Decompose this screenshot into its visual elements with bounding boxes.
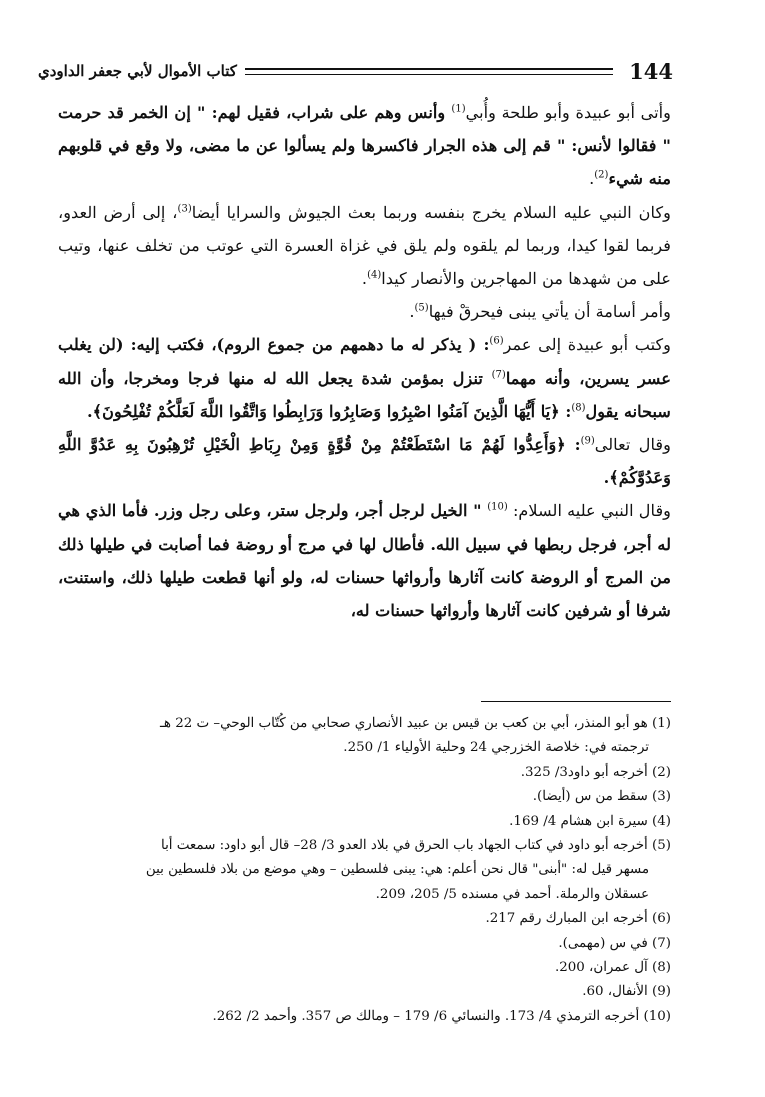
- text-run: وأنس وهم على شراب، فقيل لهم: " إن الخمر قد حرمت " فقالوا لأنس: " قم إلى هذه الجرار فاكسرها ولم يسألوا عن ما مضى، ولا وقع في قلوبهم منه شيء: [58, 103, 671, 189]
- quran-verse: : ﴿يَا أَيُّهَا الَّذِينَ آمَنُوا اصْبِرُوا وَصَابِرُوا وَرَابِطُوا وَاتَّقُوا اللَّهَ لَعَلَّكُمْ تُفْلِحُونَ﴾.: [86, 401, 572, 421]
- text-run: .: [409, 302, 415, 322]
- paragraph-2: [58, 196, 671, 296]
- text-run: وكان النبي عليه السلام يخرج بنفسه وربما بعث الجيوش والسرايا أيضا: [191, 202, 671, 222]
- footnote-1: (1) هو أبو المنذر، أبي بن كعب بن قيس بن عبيد الأنصاري صحابي من كُتّاب الوحي– ت 22 هـ: [160, 716, 671, 731]
- footnote-ref: (5): [414, 302, 429, 314]
- paragraph-5: [58, 428, 671, 494]
- footnote-4: (4) سيرة ابن هشام 4/ 169.: [509, 813, 671, 829]
- hadith-text: " الخيل لرجل أجر، ولرجل ستر، وعلى رجل وزر. فأما الذي هي له أجر، فرجل ربطها في سبيل الله. فأطال لها في مرج أو روضة فما أصابت في طيلها ذلك من المرج أو الروضة كانت آثارها وأرواثها حسنات له، ولو أنها قطعت طيلها ذلك، واستنت، شرفا أو شرفين كانت آثارها وأرواثها حسنات له،: [58, 501, 671, 621]
- footnote-ref: (2): [594, 170, 609, 182]
- footnote-7: (7) في س (مهمى).: [558, 935, 671, 951]
- quran-verse: : ﴿وَأَعِدُّوا لَهُمْ مَا اسْتَطَعْتُمْ مِنْ قُوَّةٍ وَمِنْ رِبَاطِ الْخَيْلِ تُرْهِبُونَ بِهِ عَدُوَّ اللَّهِ وَعَدُوَّكُمْ﴾.: [58, 435, 671, 488]
- footnotes: [58, 712, 671, 1029]
- footnote-ref: (3): [177, 203, 192, 215]
- page-number: 144: [629, 58, 673, 84]
- footnote-ref: (4): [367, 269, 382, 281]
- page-header: [38, 54, 673, 88]
- footnote-5-cont2: عسقلان والرملة. أحمد في مسنده 5/ 205، 209.: [375, 886, 649, 902]
- text-run: وأمر أسامة أن يأتي يبنى فيحرقْ فيها: [428, 302, 671, 322]
- footnote-8: (8) آل عمران، 200.: [554, 960, 671, 976]
- book-title: كتاب الأموال لأبي جعفر الداودي: [38, 62, 237, 80]
- footnote-9: (9) الأنفال، 60.: [582, 984, 671, 1000]
- footnote-3: (3) سقط من س (أيضا).: [532, 789, 671, 805]
- text-run: وكتب أبو عبيدة إلى عمر: [503, 335, 671, 355]
- text-run: .: [361, 269, 368, 289]
- footnote-2: (2) أخرجه أبو داود3/ 325.: [520, 764, 671, 780]
- paragraph-4: [58, 328, 671, 428]
- main-text: [58, 96, 671, 627]
- footnote-10: (10) أخرجه الترمذي 4/ 173. والنسائي 6/ 179 – ومالك ص 357. وأحمد 2/ 262.: [212, 1008, 671, 1024]
- text-run: وقال تعالى: [594, 435, 671, 455]
- footnote-ref: (7): [491, 369, 506, 381]
- text-run: وأتى أبو عبيدة وأبو طلحة وأُبي: [465, 103, 671, 122]
- header-rule: [245, 68, 613, 75]
- paragraph-1: [58, 96, 671, 196]
- paragraph-3: [58, 295, 671, 328]
- text-run: وقال النبي عليه السلام:: [507, 501, 672, 521]
- text-run: تنزل بمؤمن شدة يجعل الله له منها فرجا ومخرجا، وأن الله سبحانه يقول: [58, 368, 671, 421]
- footnote-ref: (9): [580, 435, 595, 447]
- text-run: .: [589, 169, 595, 189]
- footnote-ref: (10): [487, 502, 508, 514]
- footnote-separator: [481, 701, 671, 702]
- text-run: ، إلى أرض العدو، فربما لقوا كيدا، وربما لم يلقوه ولم يلق في غزاة العسرة التي عوتب من تخلف عنها، وتيب على من شهدها من المهاجرين والأنصار كيدا: [58, 202, 671, 289]
- footnote-6: (6) أخرجه ابن المبارك رقم 217.: [485, 911, 671, 927]
- footnote-ref: (6): [489, 336, 504, 348]
- paragraph-6: [58, 494, 671, 627]
- footnote-5: (5) أخرجه أبو داود في كتاب الجهاد باب الحرق في بلاد العدو 3/ 28– قال أبو داود: سمعت أبا: [161, 838, 671, 854]
- footnote-1-cont: ترجمته في: خلاصة الخزرجي 24 وحلية الأولياء 1/ 250.: [343, 740, 649, 756]
- footnote-ref: (1): [451, 103, 466, 115]
- text-run: : ( يذكر له ما دهمهم من جموع الروم)، فكتب إليه: (لن يغلب عسر يسرين، وأنه مهما: [58, 335, 671, 388]
- footnote-5-cont: مسهر قيل له: "أبنى" قال نحن أعلم: هي: يبنى فلسطين – وهي موضع من بلاد فلسطين بين: [145, 862, 649, 878]
- footnote-ref: (8): [571, 402, 586, 414]
